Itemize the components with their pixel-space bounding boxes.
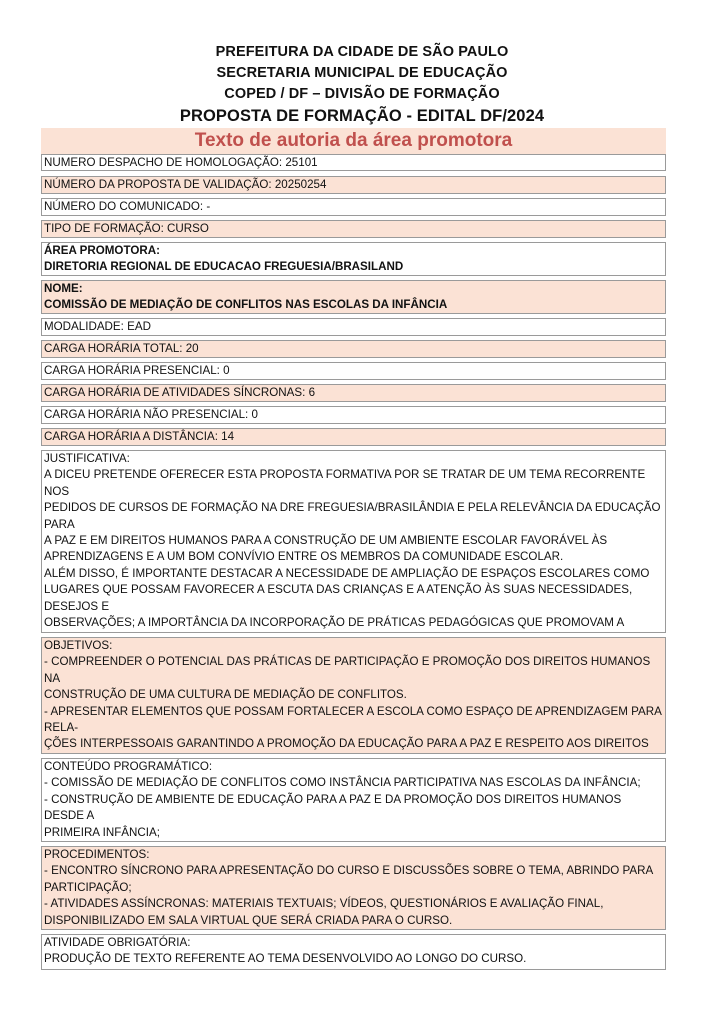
procedimentos-line: - ATIVIDADES ASSÍNCRONAS: MATERIAIS TEXTUAIS; VÍDEOS, QUESTIONÁRIOS E AVALIAÇÃO FINAL, bbox=[44, 897, 604, 911]
justificativa-line: A PAZ E EM DIREITOS HUMANOS PARA A CONSTRUÇÃO DE UM AMBIENTE ESCOLAR FAVORÁVEL ÀS bbox=[44, 534, 608, 548]
field-carga-sincronas: CARGA HORÁRIA DE ATIVIDADES SÍNCRONAS: 6 bbox=[41, 384, 666, 402]
nome-value: COMISSÃO DE MEDIAÇÃO DE CONFLITOS NAS ESCOLAS DA INFÂNCIA bbox=[44, 298, 448, 312]
conteudo-label: CONTEÚDO PROGRAMÁTICO: bbox=[44, 760, 213, 773]
header-line-secretaria: SECRETARIA MUNICIPAL DE EDUCAÇÃO bbox=[216, 65, 508, 81]
section-atividade-obrigatoria bbox=[41, 934, 666, 970]
document-subtitle: Texto de autoria da área promotora bbox=[41, 128, 666, 154]
atividade-line: PRODUÇÃO DE TEXTO REFERENTE AO TEMA DESENVOLVIDO AO LONGO DO CURSO. bbox=[44, 952, 527, 966]
document-header bbox=[0, 42, 724, 127]
justificativa-label: JUSTIFICATIVA: bbox=[44, 452, 130, 465]
field-carga-presencial: CARGA HORÁRIA PRESENCIAL: 0 bbox=[41, 362, 666, 380]
conteudo-line: PRIMEIRA INFÂNCIA; bbox=[44, 825, 160, 839]
field-tipo: TIPO DE FORMAÇÃO: CURSO bbox=[41, 220, 666, 238]
field-modalidade: MODALIDADE: EAD bbox=[41, 318, 666, 336]
procedimentos-label: PROCEDIMENTOS: bbox=[44, 848, 150, 861]
conteudo-line: - CONSTRUÇÃO DE AMBIENTE DE EDUCAÇÃO PARA A PAZ E DA PROMOÇÃO DOS DIREITOS HUMANOS DESDE A bbox=[44, 792, 622, 823]
justificativa-line: PEDIDOS DE CURSOS DE FORMAÇÃO NA DRE FREGUESIA/BRASILÂNDIA E PELA RELEVÂNCIA DA EDUCAÇÃO PARA bbox=[44, 501, 661, 531]
objetivos-line: ÇÕES INTERPESSOAIS GARANTINDO A PROMOÇÃO DA EDUCAÇÃO PARA A PAZ E RESPEITO AOS DIREITOS bbox=[44, 737, 649, 751]
field-despacho: NUMERO DESPACHO DE HOMOLOGAÇÃO: 25101 bbox=[41, 154, 666, 171]
objetivos-line: - APRESENTAR ELEMENTOS QUE POSSAM FORTALECER A ESCOLA COMO ESPAÇO DE APRENDIZAGEM PARA RELA- bbox=[44, 704, 662, 735]
justificativa-line: OBSERVAÇÕES; A IMPORTÂNCIA DA INCORPORAÇÃO DE PRÁTICAS PEDAGÓGICAS QUE PROMOVAM A bbox=[44, 616, 625, 630]
justificativa-line: ALÉM DISSO, É IMPORTANTE DESTACAR A NECESSIDADE DE AMPLIAÇÃO DE ESPAÇOS ESCOLARES COMO bbox=[44, 566, 650, 580]
objetivos-line: - COMPREENDER O POTENCIAL DAS PRÁTICAS DE PARTICIPAÇÃO E PROMOÇÃO DOS DIREITOS HUMANOS NA bbox=[44, 655, 651, 685]
atividade-label: ATIVIDADE OBRIGATÓRIA: bbox=[44, 936, 191, 949]
form-table bbox=[41, 154, 666, 970]
section-procedimentos bbox=[41, 846, 666, 930]
procedimentos-line: PARTICIPAÇÃO; bbox=[44, 880, 132, 894]
section-objetivos bbox=[41, 637, 666, 754]
objetivos-label: OBJETIVOS: bbox=[44, 639, 113, 652]
section-justificativa bbox=[41, 450, 666, 633]
header-line-prefeitura: PREFEITURA DA CIDADE DE SÃO PAULO bbox=[215, 44, 509, 60]
section-conteudo-programatico bbox=[41, 758, 666, 842]
area-promotora-label: ÁREA PROMOTORA: bbox=[44, 244, 160, 257]
justificativa-line: A DICEU PRETENDE OFERECER ESTA PROPOSTA FORMATIVA POR SE TRATAR DE UM TEMA RECORRENTE NOS bbox=[44, 468, 646, 498]
justificativa-line bbox=[44, 631, 663, 633]
justificativa-line: LUGARES QUE POSSAM FAVORECER A ESCUTA DAS CRIANÇAS E A ATENÇÃO ÀS SUAS NECESSIDADES, DESEJOS E bbox=[44, 583, 633, 613]
justificativa-line: APRENDIZAGENS E A UM BOM CONVÍVIO ENTRE OS MEMBROS DA COMUNIDADE ESCOLAR. bbox=[44, 550, 564, 564]
area-promotora-value: DIRETORIA REGIONAL DE EDUCACAO FREGUESIA/BRASILAND bbox=[44, 260, 404, 274]
nome-label: NOME: bbox=[44, 282, 83, 295]
field-area-promotora bbox=[41, 242, 666, 276]
conteudo-line: - COMISSÃO DE MEDIAÇÃO DE CONFLITOS COMO INSTÂNCIA PARTICIPATIVA NAS ESCOLAS DA INFÂNCIA; bbox=[44, 776, 641, 790]
field-nome bbox=[41, 280, 666, 314]
procedimentos-line: - ENCONTRO SÍNCRONO PARA APRESENTAÇÃO DO CURSO E DISCUSSÕES SOBRE O TEMA, ABRINDO PARA bbox=[44, 864, 654, 878]
document-title: PROPOSTA DE FORMAÇÃO - EDITAL DF/2024 bbox=[179, 107, 545, 125]
field-proposta: NÚMERO DA PROPOSTA DE VALIDAÇÃO: 20250254 bbox=[41, 176, 666, 194]
field-comunicado: NÚMERO DO COMUNICADO: - bbox=[41, 198, 666, 216]
objetivos-line: CONSTRUÇÃO DE UMA CULTURA DE MEDIAÇÃO DE CONFLITOS. bbox=[44, 688, 407, 702]
field-carga-distancia: CARGA HORÁRIA A DISTÂNCIA: 14 bbox=[41, 428, 666, 446]
field-carga-total: CARGA HORÁRIA TOTAL: 20 bbox=[41, 340, 666, 358]
procedimentos-line: DISPONIBILIZADO EM SALA VIRTUAL QUE SERÁ CRIADA PARA O CURSO. bbox=[44, 913, 453, 927]
field-carga-nao-presencial: CARGA HORÁRIA NÃO PRESENCIAL: 0 bbox=[41, 406, 666, 424]
header-line-coped: COPED / DF – DIVISÃO DE FORMAÇÃO bbox=[224, 86, 500, 102]
conteudo-line bbox=[44, 841, 663, 842]
